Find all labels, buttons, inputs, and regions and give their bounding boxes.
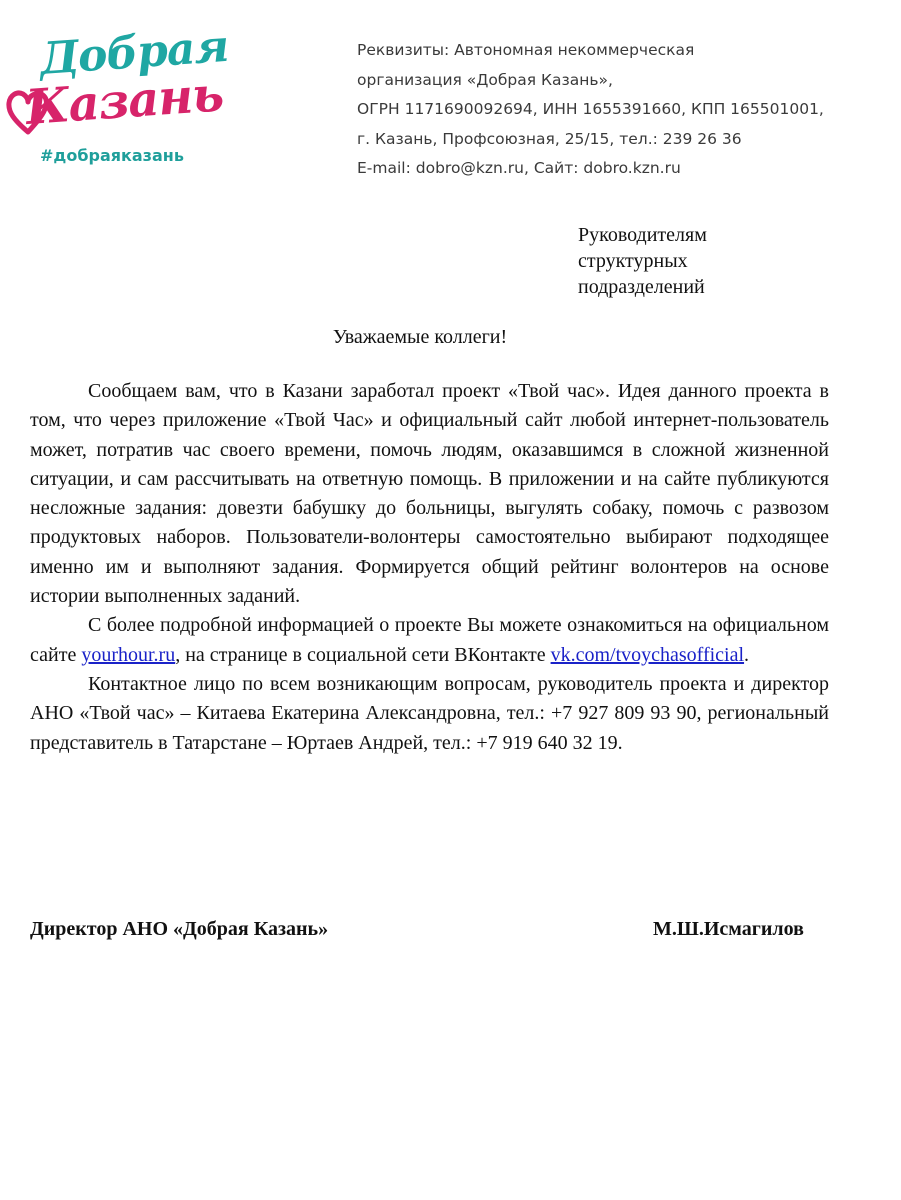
vk-link[interactable]: vk.com/tvoychasofficial <box>550 643 745 666</box>
paragraph-1: Сообщаем вам, что в Казани заработал проект «Твой час». Идея данного проекта в том, что через приложение «Твой Час» и официальный сайт любой интернет-пользователь может, потратив час своего времени, помочь людям, оказавшимся в сложной жизненной ситуации, и сам рассчитывать на ответную помощь. В приложении и на сайте публикуются несложные задания: довезти бабушку до больницы, выгулять собаку, помочь с развозом продуктовых наборов. Пользователи-волонтеры самостоятельно выбирают подходящее именно им и выполняют задания. Формируется общий рейтинг волонтеров на основе истории выполненных заданий. <box>30 380 829 608</box>
dobraya-kazan-logo <box>6 20 230 173</box>
letter-body <box>30 377 829 758</box>
addressee-block <box>578 222 838 300</box>
signatory-position: Директор АНО «Добрая Казань» <box>30 918 329 940</box>
logo-line2: Казань <box>24 66 225 136</box>
paragraph-2 <box>30 611 829 670</box>
requisites-line: ОГРН 1171690092694, ИНН 1655391660, КПП 165501001, <box>357 100 824 118</box>
logo-hashtag: #добраяказань <box>40 146 184 165</box>
paragraph-2-text: С более подробной информацией о проекте Вы можете ознакомиться на официальном сайте <box>30 614 829 666</box>
paragraph-2-text: , на странице в социальной сети ВКонтакте <box>175 643 551 666</box>
requisites-line: Реквизиты: Автономная некоммерческая <box>357 41 695 59</box>
signatory-name: М.Ш.Исмагилов <box>653 918 804 940</box>
requisites-block <box>357 36 877 184</box>
requisites-line: г. Казань, Профсоюзная, 25/15, тел.: 239 26 36 <box>357 129 742 148</box>
addressee-line: Руководителям <box>578 224 707 246</box>
greeting: Уважаемые коллеги! <box>332 326 508 348</box>
paragraph-2-text: . <box>744 643 750 666</box>
addressee-line: подразделений <box>578 276 705 298</box>
paragraph-3: Контактное лицо по всем возникающим вопросам, руководитель проекта и директор АНО «Твой час» – Китаева Екатерина Александровна, тел.: +7 927 809 93 90, региональный представитель в Татарстане – Юртаев Андрей, тел.: +7 919 640 32 19. <box>30 672 829 754</box>
addressee-line: структурных <box>578 250 688 272</box>
logo-line1: Добрая <box>38 20 230 85</box>
requisites-line: E-mail: dobro@kzn.ru, Сайт: dobro.kzn.ru <box>357 159 681 177</box>
yourhour-link[interactable]: yourhour.ru <box>81 643 176 666</box>
requisites-line: организация «Добрая Казань», <box>357 70 613 89</box>
